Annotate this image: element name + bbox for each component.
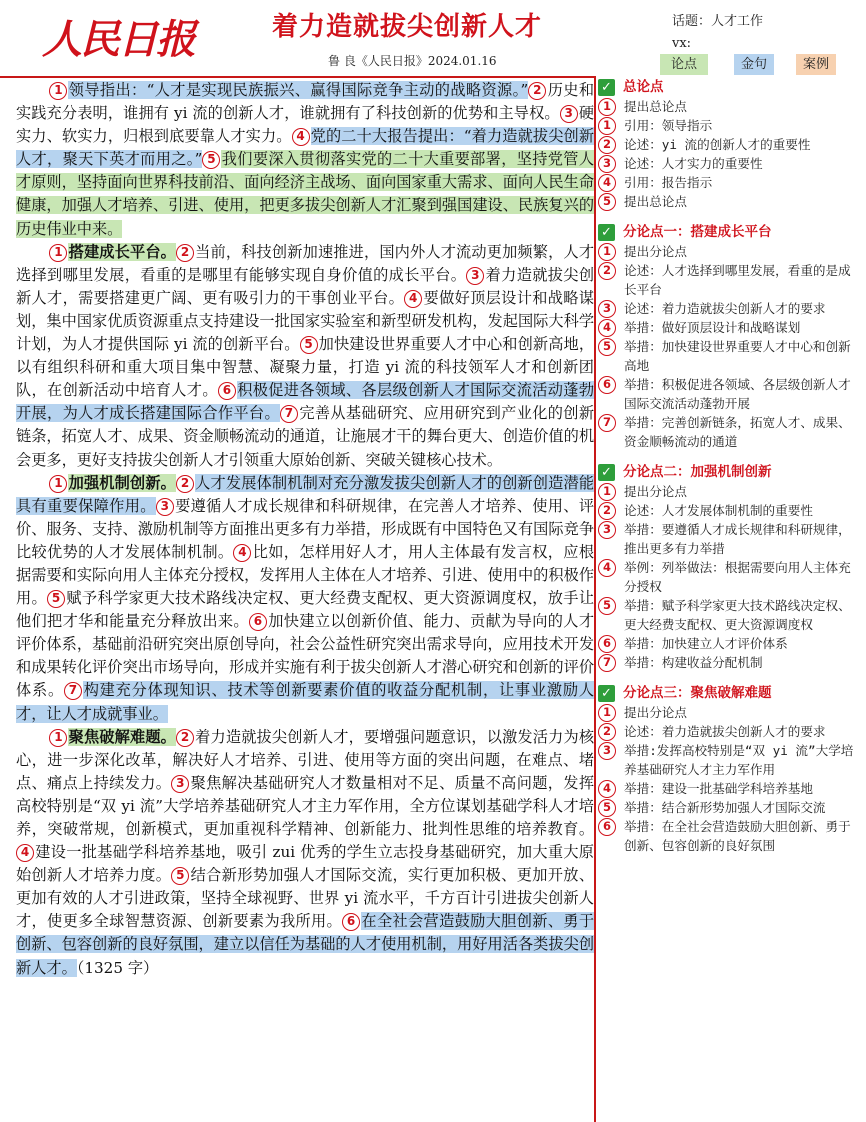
number-icon: 6 — [598, 635, 616, 653]
outline-item: 6 举措：在全社会营造鼓励大胆创新、勇于创新、包容创新的良好氛围 — [598, 817, 860, 855]
number-icon: 3 — [156, 498, 174, 516]
outline-item: 3 论述：人才实力的重要性 — [598, 154, 860, 173]
paragraph-3 — [16, 472, 594, 726]
word-count: （1325 字） — [76, 958, 159, 977]
number-icon: 6 — [598, 818, 616, 836]
number-icon: 2 — [598, 136, 616, 154]
outline-item: 3 举措：要遵循人才成长规律和科研规律，推出更多有力举措 — [598, 520, 860, 558]
outline-section — [598, 223, 860, 451]
outline-item: 2 论述：人才发展体制机制的重要性 — [598, 501, 860, 520]
outline-item: 6 举措：积极促进各领域、各层级创新人才国际交流活动蓬勃开展 — [598, 375, 860, 413]
number-icon: 6 — [249, 613, 267, 631]
number-icon: 1 — [598, 117, 616, 135]
sentence: 我们要深入贯彻落实党的二十大重要部署，坚持党管人才原则，坚持面向世界科技前沿、面向经济主战场、面向国家重大需求、面向人民生命健康，加强人才培养、引进、使用，把更多拔尖创新人才汇聚到强国建设、民族复兴的历史伟业中来。 — [16, 150, 595, 238]
number-icon: 7 — [598, 654, 616, 672]
number-icon: 5 — [47, 590, 65, 608]
outline-heading: 分论点二：加强机制创新 — [623, 464, 772, 480]
number-icon: 3 — [466, 267, 484, 285]
outline-item: 1 提出总论点 — [598, 97, 860, 116]
number-icon: 3 — [560, 105, 578, 123]
outline-section — [598, 463, 860, 672]
number-icon: 3 — [598, 155, 616, 173]
number-icon: 4 — [233, 544, 251, 562]
number-icon: 4 — [404, 290, 422, 308]
number-icon: 7 — [280, 405, 298, 423]
outline-section — [598, 78, 860, 211]
outline-heading: 总论点 — [623, 79, 664, 95]
sentence: 建设一批基础学科培养基地，吸引 zui 优秀的学生立志投身基础研究，加大重大原始创新人才培养力度。 — [16, 843, 594, 885]
number-icon: 3 — [598, 742, 616, 760]
column-divider — [594, 78, 596, 1122]
paragraph-4 — [16, 726, 594, 980]
number-icon: 4 — [598, 174, 616, 192]
outline-item: 1 提出分论点 — [598, 703, 860, 722]
number-icon: 7 — [64, 682, 82, 700]
header — [0, 0, 866, 78]
outline-item: 1 提出分论点 — [598, 242, 860, 261]
number-icon: 5 — [202, 151, 220, 169]
tag-quote: 金句 — [734, 54, 774, 75]
outline-item: 7 举措：构建收益分配机制 — [598, 653, 860, 672]
logo: 人民日报 — [42, 16, 194, 63]
outline-item: 1 提出分论点 — [598, 482, 860, 501]
number-icon: 1 — [598, 98, 616, 116]
sentence: 要遵循人才成长规律和科研规律，在完善人才培养、使用、评价、服务、支持、激励机制等方面推出更多有力举措，形成既有中国特色又有国际竞争比较优势的人才发展体制机制。 — [16, 496, 595, 561]
sentence: 在全社会营造鼓励大胆创新、勇于创新、包容创新的良好氛围，建立以信任为基础的人才使用机制，用好用活各类拔尖创新人才。 — [16, 912, 595, 977]
number-icon: 2 — [598, 502, 616, 520]
sentence: 赋予科学家更大技术路线决定权、更大经费支配权、更大资源调度权，放手让他们把才华和能量充分释放出来。 — [16, 589, 595, 631]
outline-item: 5 提出总论点 — [598, 192, 860, 211]
check-icon: ✓ — [598, 685, 615, 702]
sentence: 结合新形势加强人才国际交流，实行更加积极、更加开放、更加有效的人才引进政策，坚持全球视野、世界 yi 流水平，千方百计引进拔尖创新人才，使更多全球智慧资源、创新要素为我所用。 — [16, 866, 595, 931]
outline-item: 5 举措：赋予科学家更大技术路线决定权、更大经费支配权、更大资源调度权 — [598, 596, 860, 634]
sentence: 积极促进各领域、各层级创新人才国际交流活动蓬勃开展，为人才成长搭建国际合作平台。 — [16, 381, 595, 423]
outline-item: 2 论述：yi 流的创新人才的重要性 — [598, 135, 860, 154]
sentence: 着力造就拔尖创新人才，需要搭建更广阔、更有吸引力的干事创业平台。 — [16, 265, 595, 307]
sentence: 搭建成长平台。 — [68, 242, 177, 261]
outline-item: 2 论述：着力造就拔尖创新人才的要求 — [598, 722, 860, 741]
number-icon: 5 — [300, 336, 318, 354]
outline-item: 7 举措：完善创新链条，拓宽人才、成果、资金顺畅流动的通道 — [598, 413, 860, 451]
sentence: 构建充分体现知识、技术等创新要素价值的收益分配机制，让事业激励人才，让人才成就事业。 — [16, 681, 595, 723]
sentence: 当前，科技创新加速推进，国内外人才流动更加频繁，人才选择到哪里发展，看重的是哪里有能够实现自身价值的成长平台。 — [16, 242, 595, 284]
tag-case: 案例 — [796, 54, 836, 75]
sentence: 加快建立以创新价值、能力、贡献为导向的人才评价体系，基础前沿研究突出原创导向，社会公益性研究突出需求导向，应用技术开发和成果转化评价突出市场导向，形成并实施有利于拔尖创新人才潜心研究和创新的评价体系。 — [16, 612, 595, 700]
number-icon: 3 — [598, 521, 616, 539]
outline-item: 2 论述：人才选择到哪里发展，看重的是成长平台 — [598, 261, 860, 299]
outline-sidebar — [598, 78, 860, 867]
outline-section — [598, 684, 860, 855]
number-icon: 1 — [49, 82, 67, 100]
number-icon: 2 — [176, 729, 194, 747]
sentence: 硬实力、软实力，归根到底要靠人才实力。 — [16, 104, 595, 146]
outline-item: 3 举措:发挥高校特别是“双 yi 流”大学培养基础研究人才主力军作用 — [598, 741, 860, 779]
number-icon: 4 — [598, 780, 616, 798]
number-icon: 1 — [49, 244, 67, 262]
number-icon: 6 — [218, 382, 236, 400]
page-title: 着力造就拔尖创新人才 — [272, 12, 543, 42]
outline-item: 5 举措：结合新形势加强人才国际交流 — [598, 798, 860, 817]
outline-heading: 分论点三：聚焦破解难题 — [623, 685, 772, 701]
header-divider — [0, 76, 596, 78]
article-body — [16, 79, 594, 980]
number-icon: 5 — [598, 799, 616, 817]
byline: 鲁 良《人民日报》2024.01.16 — [328, 54, 497, 68]
sentence: 人才发展体制机制对充分激发拔尖创新人才的创新创造潜能具有重要保障作用。 — [16, 473, 595, 515]
check-icon: ✓ — [598, 79, 615, 96]
sentence: 领导指出：“人才是实现民族振兴、赢得国际竞争主动的战略资源。” — [68, 81, 529, 99]
sentence: 加快建设世界重要人才中心和创新高地，以有组织科研和重大项目集中智慧、凝聚力量，打造 yi 流的科技领军人才和创新团队，在创新活动中培育人才。 — [16, 335, 595, 400]
number-icon: 4 — [16, 844, 34, 862]
number-icon: 1 — [598, 243, 616, 261]
number-icon: 5 — [598, 338, 616, 356]
number-icon: 1 — [49, 729, 67, 747]
number-icon: 2 — [598, 262, 616, 280]
number-icon: 5 — [171, 867, 189, 885]
sentence: 党的二十大报告提出：“着力造就拔尖创新人才，聚天下英才而用之。” — [16, 127, 595, 169]
outline-item: 5 举措：加快建设世界重要人才中心和创新高地 — [598, 337, 860, 375]
number-icon: 4 — [292, 128, 310, 146]
number-icon: 4 — [598, 319, 616, 337]
number-icon: 1 — [598, 483, 616, 501]
topic-label: 话题：人才工作 — [672, 14, 764, 29]
number-icon: 5 — [598, 193, 616, 211]
sentence: 聚焦解决基础研究人才数量相对不足、质量不高问题，发挥高校特别是“双 yi 流”大学培养基础研究人才主力军作用，全方位谋划基础学科人才培养，突破常规，创新模式，更加重视科学精神、创新能力、批判性思维的培养教育。 — [16, 773, 595, 838]
number-icon: 3 — [598, 300, 616, 318]
tag-argument: 论点 — [660, 54, 708, 75]
number-icon: 6 — [342, 913, 360, 931]
sentence: 加强机制创新。 — [68, 473, 177, 492]
check-icon: ✓ — [598, 224, 615, 241]
outline-item: 4 举措：做好顶层设计和战略谋划 — [598, 318, 860, 337]
outline-heading: 分论点一：搭建成长平台 — [623, 224, 772, 240]
sentence: 要做好顶层设计和战略谋划，集中国家优质资源重点支持建设一批国家实验室和新型研发机构，发起国际大科学计划，为人才提供国际 yi 流的创新平台。 — [16, 288, 595, 354]
outline-item: 1 引用：领导指示 — [598, 116, 860, 135]
paragraph-1 — [16, 79, 594, 241]
number-icon: 4 — [598, 559, 616, 577]
outline-item: 4 引用：报告指示 — [598, 173, 860, 192]
sentence: 完善从基础研究、应用研究到产业化的创新链条，拓宽人才、成果、资金顺畅流动的通道，让施展才干的舞台更大、创造价值的机会更多，更好支持拔尖创新人才引领重大原始创新、突破关键核心技术。 — [16, 404, 595, 469]
outline-item: 4 举措：建设一批基础学科培养基地 — [598, 779, 860, 798]
number-icon: 2 — [176, 244, 194, 262]
paragraph-2 — [16, 241, 594, 472]
number-icon: 2 — [176, 475, 194, 493]
check-icon: ✓ — [598, 464, 615, 481]
sentence: 历史和实践充分表明，谁拥有 yi 流的创新人才，谁就拥有了科技创新的优势和主导权。 — [16, 81, 595, 123]
number-icon: 1 — [598, 704, 616, 722]
number-icon: 6 — [598, 376, 616, 394]
sentence: 着力造就拔尖创新人才，要增强问题意识，以激发活力为核心，进一步深化改革，解决好人才培养、引进、使用等方面的突出问题，在难点、堵点、痛点上持续发力。 — [16, 727, 595, 792]
outline-item: 3 论述：着力造就拔尖创新人才的要求 — [598, 299, 860, 318]
outline-item: 4 举例：列举做法：根据需要向用人主体充分授权 — [598, 558, 860, 596]
number-icon: 2 — [598, 723, 616, 741]
number-icon: 1 — [49, 475, 67, 493]
sentence: 聚焦破解难题。 — [68, 727, 177, 746]
number-icon: 7 — [598, 414, 616, 432]
number-icon: 3 — [171, 775, 189, 793]
number-icon: 5 — [598, 597, 616, 615]
sentence: 比如，怎样用好人才，用人主体最有发言权，应根据需要和实际向用人主体充分授权，发挥用人主体在人才培养、引进、使用中的积极作用。 — [16, 542, 595, 608]
vx-label: vx: — [672, 36, 692, 51]
number-icon: 2 — [528, 82, 546, 100]
outline-item: 6 举措：加快建立人才评价体系 — [598, 634, 860, 653]
